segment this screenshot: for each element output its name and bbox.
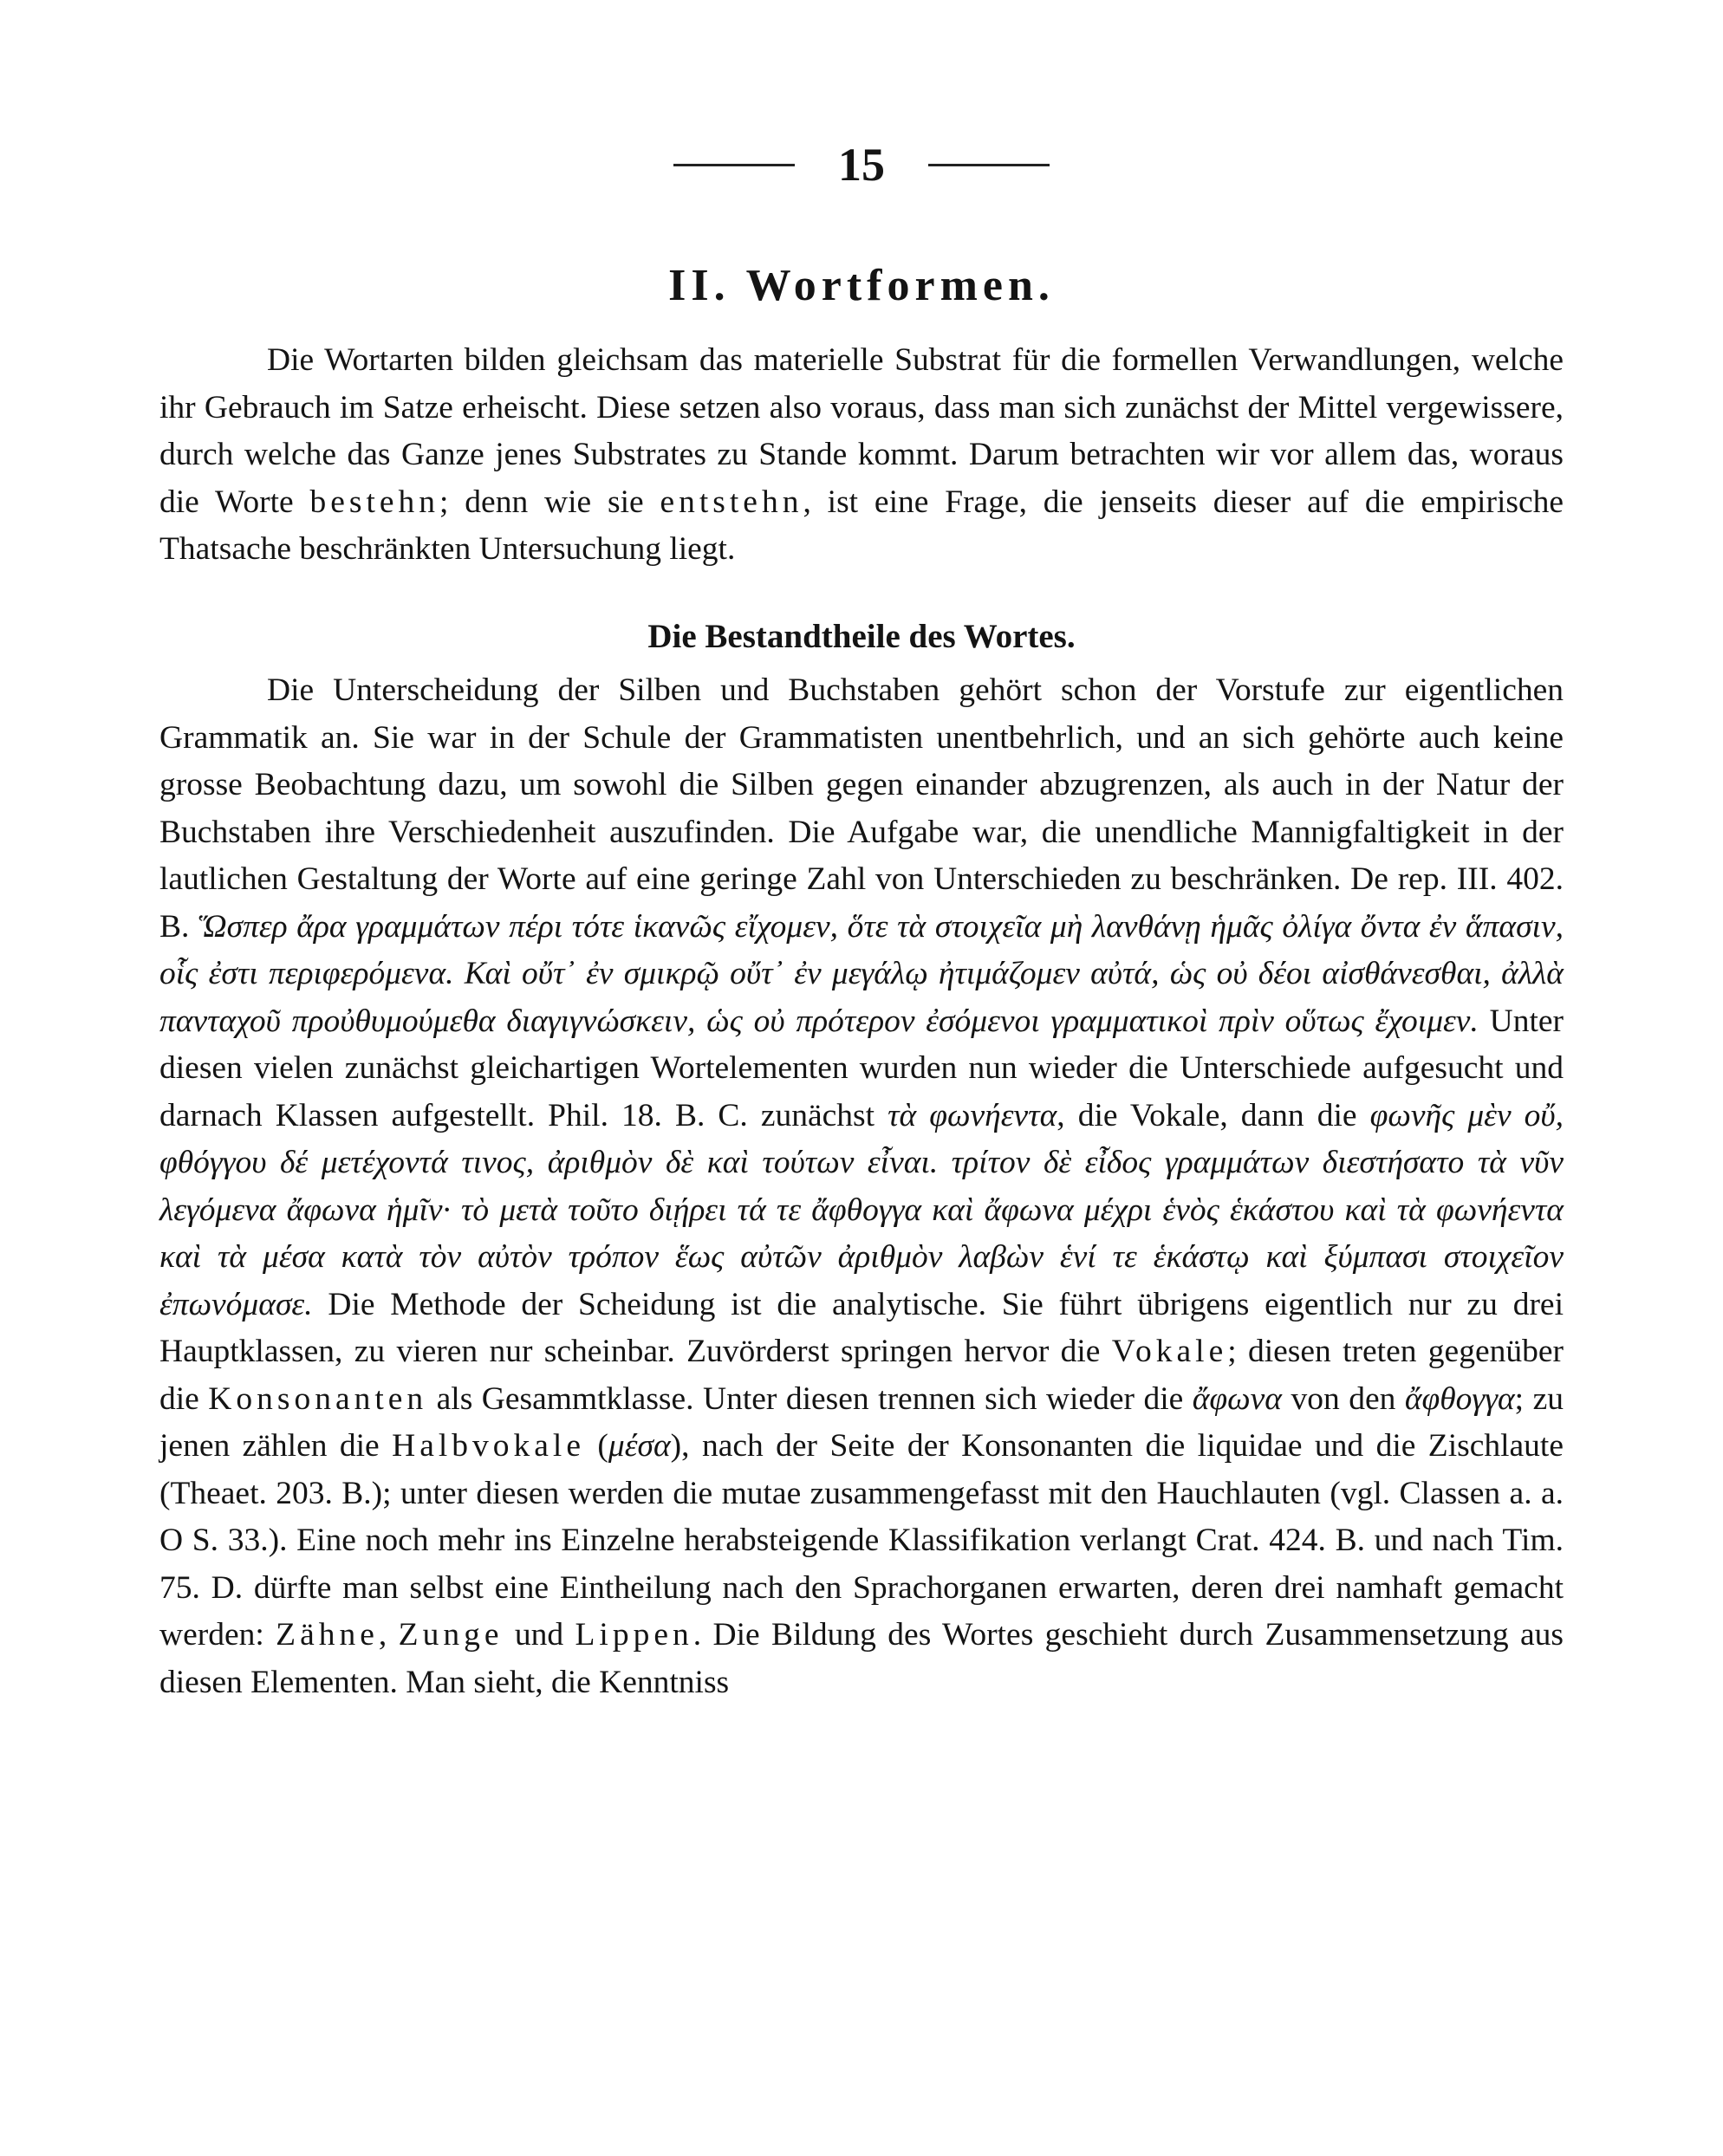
page-number: 15 bbox=[838, 139, 885, 191]
header-rule-left bbox=[673, 164, 795, 166]
emphasis-zaehne: Zähne bbox=[276, 1617, 379, 1653]
text-run: als Gesammtklasse. Unter diesen trennen sich wieder die bbox=[427, 1380, 1193, 1417]
subheading: Die Bestandtheile des Wortes. bbox=[647, 618, 1076, 655]
emphasis-vokale: Vokale bbox=[1111, 1334, 1228, 1369]
paragraph-elements bbox=[159, 667, 1564, 1706]
emphasis-lippen: Lippen bbox=[575, 1617, 693, 1653]
text-run: und bbox=[503, 1617, 575, 1653]
text-run: , ist eine Frage, die jenseits dieser auf die empirische Thatsache beschränkten Untersuchung liegt. bbox=[159, 484, 1564, 567]
emphasis-bestehn: bestehn bbox=[309, 484, 440, 520]
text-run: ; diesen treten gegenüber die bbox=[159, 1334, 1564, 1417]
paragraph-intro bbox=[159, 337, 1564, 574]
text-run: ; denn wie sie bbox=[439, 484, 660, 520]
header-rule-right bbox=[928, 164, 1050, 166]
text-run: . Die Bildung des Wortes geschieht durch Zusammensetzung aus diesen Elementen. Man sieht, die Kenntniss bbox=[159, 1617, 1564, 1700]
text-run: Die Wortarten bilden gleichsam das materielle Substrat für die formellen Verwandlungen, welche ihr Gebrauch im Satze erheischt. Diese setzen also voraus, dass man sich zunächst der Mittel vergewissere, durch welche das Ganze jenes Substrates zu Stande kommt. Darum betrachten wir vor allem das, woraus die Worte bbox=[159, 342, 1564, 520]
greek-mesa: μέσα bbox=[608, 1428, 671, 1464]
text-run: ; zu jenen zählen die bbox=[159, 1380, 1564, 1464]
page-header bbox=[0, 139, 1723, 191]
text-run: Unter diesen vielen zunächst gleichartigen Wortelementen wurden nun wieder die Unterschiede aufgesucht und darnach Klassen aufgestellt. Phil. 18. B. C. zunächst bbox=[159, 1003, 1564, 1133]
text-run: , bbox=[378, 1617, 399, 1653]
emphasis-zunge: Zunge bbox=[398, 1617, 504, 1653]
greek-phoneenta: τὰ φωνήεντα bbox=[888, 1097, 1057, 1133]
text-run: Die Unterscheidung der Silben und Buchstaben gehört schon der Vorstufe zur eigentlichen Grammatik an. Sie war in der Schule der Grammatisten unentbehrlich, und an sich gehörte auch keine grosse Beobachtung dazu, um sowohl die Silben gegen einander abzugrenzen, als auch in der Natur der Buchstaben ihre Verschiedenheit auszufinden. Die Aufgabe war, die unendliche Mannigfaltigkeit in der lautlichen Gestaltung der Worte auf eine geringe Zahl von Unterschieden zu beschränken. De rep. III. 402. B. bbox=[159, 672, 1564, 945]
emphasis-entstehn: entstehn bbox=[660, 484, 803, 520]
text-run: , die Vokale, dann die bbox=[1057, 1097, 1370, 1133]
text-run: von den bbox=[1282, 1380, 1405, 1417]
text-run: Die Methode der Scheidung ist die analytische. Sie führt übrigens eigentlich nur zu drei Hauptklassen, zu vieren nur scheinbar. Zuvörderst springen hervor die bbox=[159, 1286, 1564, 1369]
text-run: ), nach der Seite der Konsonanten die liquidae und die Zischlaute (Theaet. 203. B.); unter diesen werden die mutae zusammengefasst mit den Hauchlauten (vgl. Classen a. a. O S. 33.). Eine noch mehr ins Einzelne herabsteigende Klassifikation verlangt Crat. 424. B. und nach Tim. 75. D. dürfte man selbst eine Eintheilung nach den Sprachorganen erwarten, deren drei namhaft gemacht werden: bbox=[159, 1428, 1564, 1653]
greek-quote-republic: Ὥσπερ ἄρα γραμμάτων πέρι τότε ἱκανῶς εἴχομεν, ὅτε τὰ στοιχεῖα μὴ λανθάνῃ ἡμᾶς ὀλίγα ὄντα ἐν ἅπασιν, οἷς ἐστι περιφερόμενα. Καὶ οὔτ᾿ ἐν σμικρῷ οὔτ᾿ ἐν μεγάλῳ ἠτιμάζομεν αὐτά, ὡς οὐ δέοι αἰσθάνεσθαι, ἀλλὰ πανταχοῦ προὐθυμούμεθα διαγιγνώσκειν, ὡς οὐ πρότερον ἐσόμενοι γραμματικοὶ πρὶν οὕτως ἔχοιμεν. bbox=[159, 908, 1564, 1039]
emphasis-konsonanten: Konsonanten bbox=[208, 1380, 428, 1417]
emphasis-halbvokale: Halbvokale bbox=[392, 1428, 585, 1464]
greek-quote-philebus: φωνῆς μὲν οὔ, φθόγγου δέ μετέχοντά τινος, ἀριθμὸν δὲ καὶ τούτων εἶναι. τρίτον δὲ εἶδος γραμμάτων διεστήσατο τὰ νῦν λεγόμενα ἄφωνα ἡμῖν· τὸ μετὰ τοῦτο διῄρει τά τε ἄφθογγα καὶ ἄφωνα μέχρι ἑνὸς ἑκάστου καὶ τὰ φωνήεντα καὶ τὰ μέσα κατὰ τὸν αὐτὸν τρόπον ἕως αὐτῶν ἀριθμὸν λαβὼν ἑνί τε ἑκάστῳ καὶ ξύμπασι στοιχεῖον ἐπωνόμασε. bbox=[159, 1097, 1564, 1322]
text-run: ( bbox=[584, 1428, 608, 1464]
section-title: II. Wortformen. bbox=[668, 261, 1055, 310]
greek-aphona: ἄφωνα bbox=[1192, 1380, 1282, 1417]
greek-aphthogga: ἄφθογγα bbox=[1404, 1380, 1515, 1417]
